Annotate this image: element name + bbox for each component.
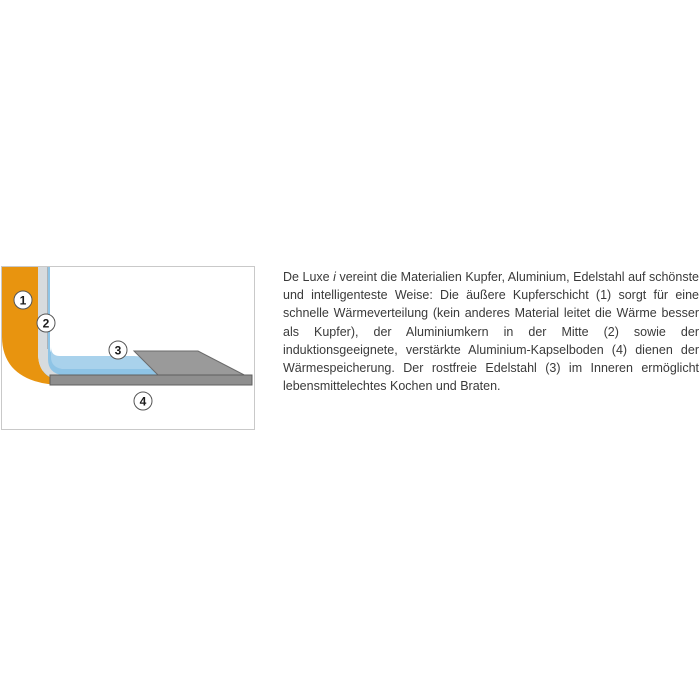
- description-part-2: vereint die Materialien Kupfer, Aluminium, Edelstahl auf schönste und intelligenteste Weise: Die äußere Kupferschicht (1) sorgt für eine schnelle Wärmeverteilung (kein anderes Material leitet die Wärme besser als Kupfer), der Aluminiumkern in der Mitte (2) sowie der induktionsgeeignete, verstärkte Aluminium-Kapselboden (4) dienen der Wärmespeicherung. Der rostfreie Edelstahl (3) im Inneren ermöglicht lebensmittelechtes Kochen und Braten.: [283, 270, 700, 394]
- base-plate-front: [50, 375, 252, 385]
- badge-3: [109, 341, 127, 359]
- badge-4: [134, 392, 152, 410]
- layer-cross-section: [2, 267, 255, 430]
- stainless-inner-area: [51, 347, 156, 369]
- badge-2-label: 2: [42, 316, 50, 331]
- badge-3-label: 3: [114, 343, 122, 358]
- description-text: [283, 268, 699, 395]
- badge-1: [14, 291, 32, 309]
- badge-1-label: 1: [19, 293, 27, 308]
- cookware-layer-diagram: [1, 266, 255, 430]
- description-part-1: De Luxe: [283, 270, 334, 284]
- badge-4-label: 4: [139, 394, 147, 409]
- badge-2: [37, 314, 55, 332]
- description-italic-i: i: [333, 270, 336, 284]
